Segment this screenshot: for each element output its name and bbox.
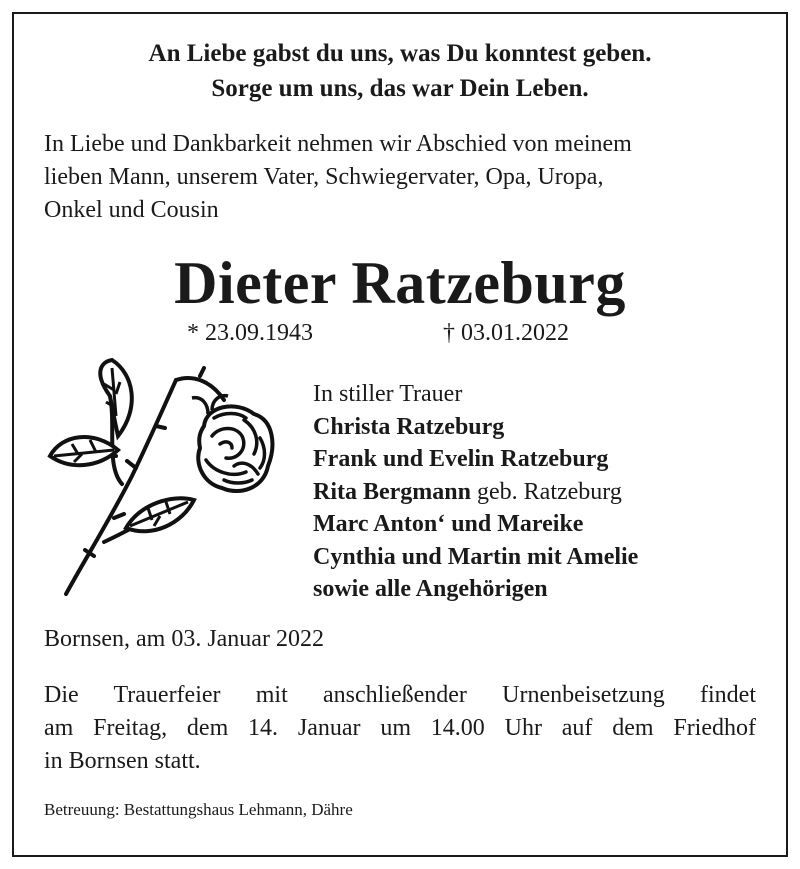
- mourner-name: Rita Bergmann: [313, 478, 471, 505]
- motto-verse: [0, 36, 800, 106]
- motto-line-1: An Liebe gabst du uns, was Du konntest geben.: [148, 40, 652, 67]
- birth-date: * 23.09.1943: [187, 320, 313, 346]
- intro-line-3: Onkel und Cousin: [44, 197, 219, 223]
- mourner-name: Cynthia und Martin mit Amelie: [313, 543, 639, 570]
- deceased-name: Dieter Ratzeburg: [174, 250, 626, 316]
- mourners-heading: In stiller Trauer: [313, 381, 463, 407]
- mourner-name: sowie alle Angehörigen: [313, 576, 548, 602]
- death-date: † 03.01.2022: [443, 320, 569, 346]
- place-and-date: Bornsen, am 03. Januar 2022: [44, 626, 324, 652]
- intro-text: [44, 128, 764, 227]
- ceremony-line-3: in Bornsen statt.: [44, 748, 201, 774]
- funeral-service-credit: Betreuung: Bestattungshaus Lehmann, Dähre: [44, 800, 353, 819]
- ceremony-text: [44, 679, 756, 778]
- ceremony-line-2: am Freitag, dem 14. Januar um 14.00 Uhr auf dem Friedhof: [44, 715, 756, 741]
- mourner-name: Marc Anton‘ und Mareike: [313, 511, 584, 537]
- mourner-name: Christa Ratzeburg: [313, 413, 505, 440]
- intro-line-1: In Liebe und Dankbarkeit nehmen wir Abschied von meinem: [44, 131, 632, 157]
- mourner-name: Frank und Evelin Ratzeburg: [313, 446, 609, 472]
- ceremony-line-1: Die Trauerfeier mit anschließender Urnenbeisetzung findet: [44, 682, 756, 708]
- mourners-block: [313, 378, 773, 606]
- mourner-maiden-name: geb. Ratzeburg: [477, 478, 622, 505]
- motto-line-2: Sorge um uns, das war Dein Leben.: [211, 75, 589, 102]
- rose-icon: [44, 356, 284, 606]
- intro-line-2: lieben Mann, unserem Vater, Schwiegervater, Opa, Uropa,: [44, 164, 604, 190]
